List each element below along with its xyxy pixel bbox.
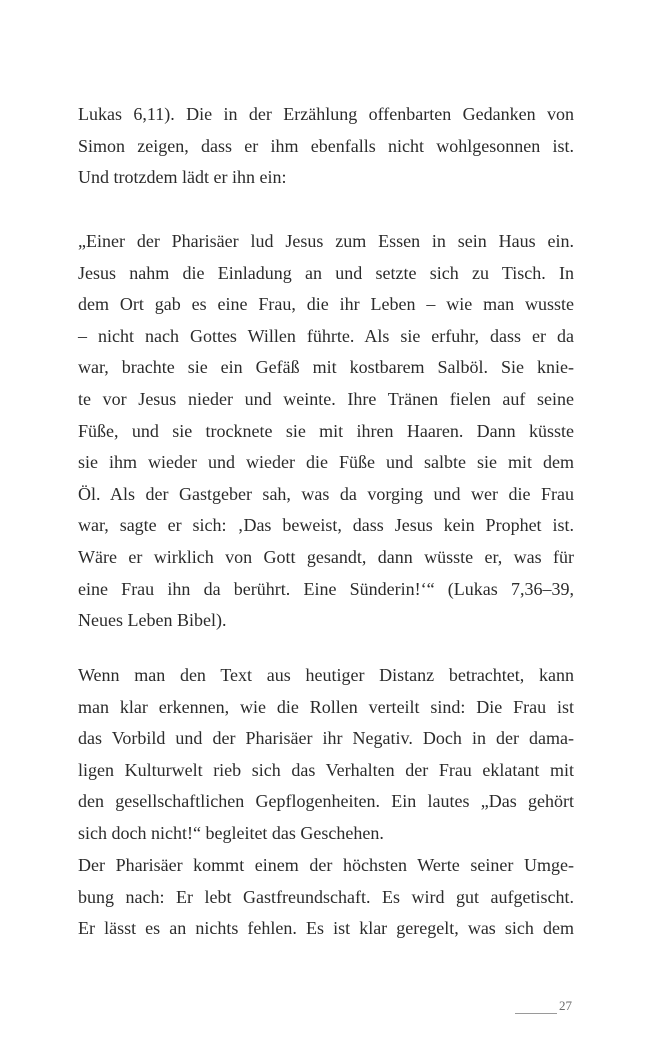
text-line: „Einer der Pharisäer lud Jesus zum Essen in sein Haus ein. (78, 231, 574, 251)
text-line: Wenn man den Text aus heutiger Distanz betrachtet, kann (78, 665, 574, 685)
text-line: Wäre er wirklich von Gott gesandt, dann wüsste er, was für (78, 546, 574, 567)
text-line: ligen Kulturwelt rieb sich das Verhalten der Frau eklatant mit (78, 759, 574, 780)
text-line: te vor Jesus nieder und weinte. Ihre Tränen fielen auf seine (78, 388, 574, 409)
text-line: Der Pharisäer kommt einem der höchsten Werte seiner Umge- (78, 855, 574, 875)
text-line: eine Frau ihn da berührt. Eine Sünderin!‘“ (Lukas 7,36–39, (78, 578, 574, 599)
paragraph-1 (78, 99, 574, 194)
text-line: bung nach: Er lebt Gastfreundschaft. Es wird gut aufgetischt. (78, 886, 574, 907)
text-line: Lukas 6,11). Die in der Erzählung offenbarten Gedanken von (78, 104, 574, 124)
paragraph-4 (78, 850, 574, 945)
text-line: war, sagte er sich: ‚Das beweist, dass Jesus kein Prophet ist. (78, 515, 574, 536)
text-line: Jesus nahm die Einladung an und setzte sich zu Tisch. In (78, 262, 574, 283)
text-line: dem Ort gab es eine Frau, die ihr Leben – wie man wusste (78, 294, 574, 315)
text-line: Und trotzdem lädt er ihn ein: (78, 167, 287, 188)
page-footer (515, 992, 572, 1014)
text-line: Öl. Als der Gastgeber sah, was da vorging und wer die Frau (78, 483, 574, 504)
paragraph-2-quote (78, 226, 574, 637)
text-line: Er lässt es an nichts fehlen. Es ist klar geregelt, was sich dem (78, 918, 574, 939)
text-line: das Vorbild und der Pharisäer ihr Negativ. Doch in der dama- (78, 728, 574, 749)
text-line: den gesellschaftlichen Gepflogenheiten. Ein lautes „Das gehört (78, 791, 574, 812)
paragraph-3 (78, 660, 574, 850)
text-line: man klar erkennen, wie die Rollen verteilt sind: Die Frau ist (78, 696, 574, 717)
text-line: Neues Leben Bibel). (78, 610, 227, 631)
text-line: war, brachte sie ein Gefäß mit kostbarem Salböl. Sie knie- (78, 357, 574, 378)
text-line: Füße, und sie trocknete sie mit ihren Haaren. Dann küsste (78, 420, 574, 441)
text-line: sie ihm wieder und wieder die Füße und salbte sie mit dem (78, 452, 574, 473)
text-line: – nicht nach Gottes Willen führte. Als sie erfuhr, dass er da (78, 325, 574, 346)
footer-rule (515, 1001, 557, 1014)
text-line: sich doch nicht!“ begleitet das Geschehen. (78, 822, 384, 843)
page-number: 27 (559, 998, 572, 1013)
text-line: Simon zeigen, dass er ihm ebenfalls nicht wohlgesonnen ist. (78, 135, 574, 156)
